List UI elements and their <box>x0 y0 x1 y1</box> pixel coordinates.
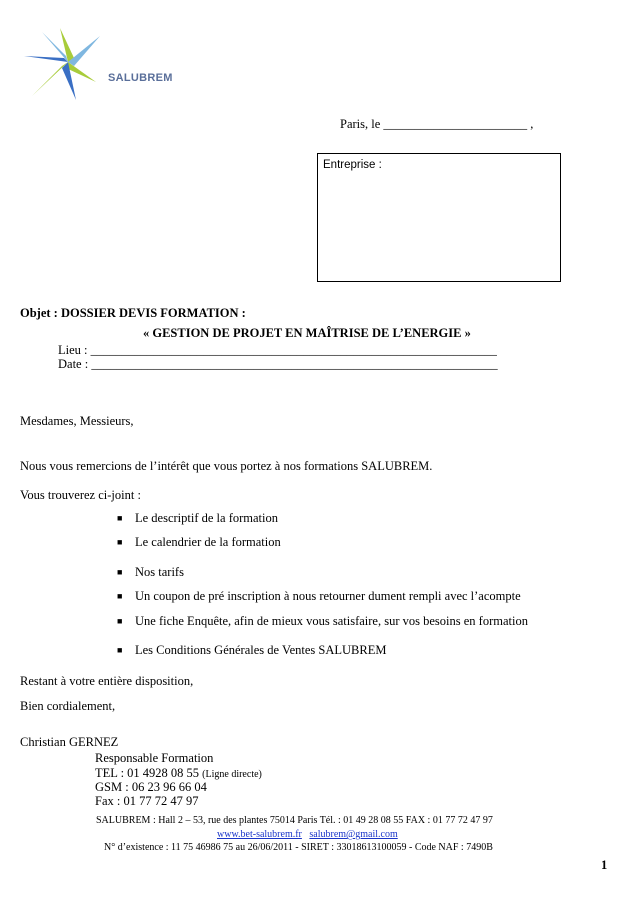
closing-line-1: Restant à votre entière disposition, <box>20 674 194 688</box>
thanks-paragraph: Nous vous remercions de l’intérêt que vous portez à nos formations SALUBREM. <box>20 459 433 473</box>
bullet-icon: ■ <box>117 591 123 601</box>
signer-tel: TEL : 01 4928 08 55 (Ligne directe) <box>95 766 262 780</box>
bullet-icon: ■ <box>117 537 123 547</box>
signer-name: Christian GERNEZ <box>20 735 119 749</box>
page-number: 1 <box>601 858 608 872</box>
attachments-intro: Vous trouverez ci-joint : <box>20 488 141 502</box>
company-label: Entreprise : <box>323 159 382 171</box>
website-link[interactable]: www.bet-salubrem.fr <box>217 829 302 840</box>
closing-line-2: Bien cordialement, <box>20 699 116 713</box>
place-date-line: Paris, le _______________________ , <box>340 117 534 131</box>
salutation: Mesdames, Messieurs, <box>20 414 134 428</box>
signer-fax: Fax : 01 77 72 47 97 <box>95 794 199 808</box>
signer-role: Responsable Formation <box>95 751 214 765</box>
footer-address: SALUBREM : Hall 2 – 53, rue des plantes 75014 Paris Tél. : 01 49 28 08 55 FAX : 01 77 72 47 97 <box>96 815 493 826</box>
object-title: Objet : DOSSIER DEVIS FORMATION : <box>20 306 246 320</box>
email-link[interactable]: salubrem@gmail.com <box>309 829 398 840</box>
object-subtitle: « GESTION DE PROJET EN MAÎTRISE DE L’ENERGIE » <box>143 326 471 340</box>
bullet-icon: ■ <box>117 567 123 577</box>
star-logo-icon <box>20 22 110 104</box>
date-field[interactable]: Date : _________________________________________________________________ <box>58 357 498 371</box>
lieu-field[interactable]: Lieu : _________________________________________________________________ <box>58 343 497 357</box>
salubrem-logo <box>20 22 180 104</box>
signer-gsm: GSM : 06 23 96 66 04 <box>95 780 207 794</box>
bullet-icon: ■ <box>117 616 123 626</box>
tel-note: (Ligne directe) <box>202 769 262 780</box>
bullet-icon: ■ <box>117 513 123 523</box>
logo-text: SALUBREM <box>108 72 173 84</box>
bullet-icon: ■ <box>117 645 123 655</box>
company-box[interactable] <box>317 153 561 282</box>
footer-legal: N° d’existence : 11 75 46986 75 au 26/06/2011 - SIRET : 33018613100059 - Code NAF : 7490B <box>104 842 493 853</box>
footer-contacts <box>217 829 398 840</box>
